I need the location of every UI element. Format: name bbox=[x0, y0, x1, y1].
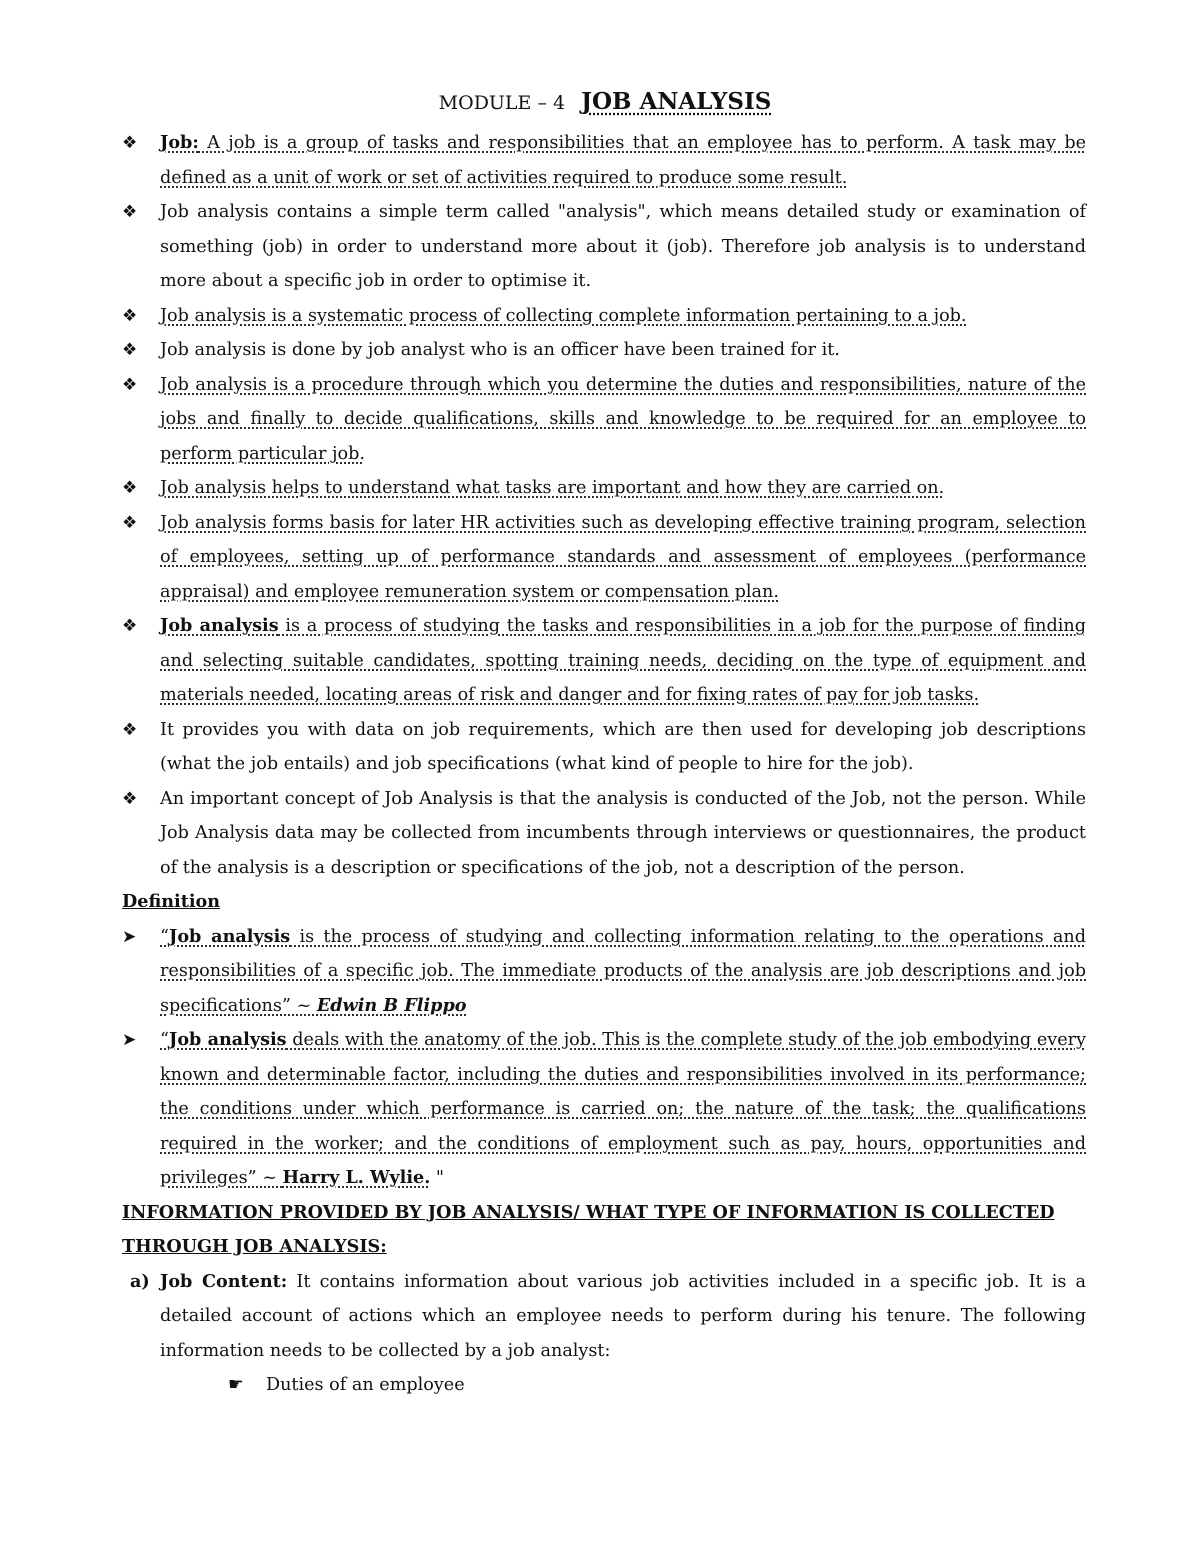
definition-author: Edwin B Flippo bbox=[316, 994, 467, 1016]
bullet-item bbox=[122, 471, 1086, 506]
bullet-text: Job analysis is done by job analyst who is an officer have been trained for it. bbox=[160, 340, 840, 360]
bullet-text: is a process of studying the tasks and responsibilities in a job for the purpose of finding and selecting suitable candidates, spotting training needs, deciding on the type of equipment and materials needed, locating areas of risk and danger and for fixing rates of pay for job tasks. bbox=[160, 616, 1086, 705]
bullet-text: Job analysis is a procedure through which you determine the duties and responsibilities, nature of the jobs and finally to decide qualifications, skills and knowledge to be required for an employee to perform particular job. bbox=[160, 374, 1086, 464]
bullet-text: An important concept of Job Analysis is that the analysis is conducted of the Job, not the person. While Job Analysis data may be collected from incumbents through interviews or questionnaires, the product of the analysis is a description or specifications of the job, not a description of the person. bbox=[160, 788, 1086, 878]
bullet-text: Job analysis forms basis for later HR activities such as developing effective training program, selection of employees, setting up of performance standards and assessment of employees (performance appraisal) and employee remuneration system or compensation plan. bbox=[160, 512, 1086, 602]
diamond-bullet-icon: ❖ bbox=[122, 719, 138, 740]
hand-pointer-icon: ☛ bbox=[228, 1375, 244, 1395]
bullet-text: Job analysis is a systematic process of collecting complete information pertaining to a job. bbox=[160, 305, 967, 326]
bullet-text: It provides you with data on job requirements, which are then used for developing job descriptions (what the job entails) and job specifications (what kind of people to hire for the job). bbox=[160, 719, 1086, 774]
diamond-bullet-icon: ❖ bbox=[122, 374, 138, 395]
sub-item-text: Duties of an employee bbox=[266, 1375, 465, 1395]
module-number: MODULE – 4 bbox=[438, 92, 566, 114]
diamond-bullet-icon: ❖ bbox=[122, 478, 138, 498]
definition-author: Harry L. Wylie. bbox=[282, 1167, 431, 1188]
definition-text: is the process of studying and collecting information relating to the operations and responsibilities of a specific job. The immediate products of the analysis are job descriptions and job specifications” ~ bbox=[160, 926, 1086, 1016]
definition-lead: Job analysis bbox=[169, 1029, 287, 1050]
arrowhead-bullet-icon: ➤ bbox=[122, 926, 137, 947]
bullet-lead: Job: bbox=[160, 132, 199, 153]
sub-list-item bbox=[122, 1368, 1086, 1403]
diamond-bullet-icon: ❖ bbox=[122, 616, 138, 636]
diamond-bullet-icon: ❖ bbox=[122, 305, 138, 326]
bullet-item bbox=[122, 299, 1086, 334]
definition-heading: Definition bbox=[122, 891, 221, 912]
definition-item bbox=[122, 920, 1086, 1024]
bullet-text: Job analysis helps to understand what tasks are important and how they are carried on. bbox=[160, 478, 945, 498]
bullet-item bbox=[122, 506, 1086, 610]
module-name: JOB ANALYSIS bbox=[581, 88, 772, 115]
list-marker: a) bbox=[130, 1270, 150, 1292]
bullet-text: A job is a group of tasks and responsibilities that an employee has to perform. A task may be defined as a unit of work or set of activities required to produce some result. bbox=[160, 133, 1086, 188]
diamond-bullet-icon: ❖ bbox=[122, 788, 138, 809]
open-quote: “ bbox=[160, 1030, 169, 1050]
page-title bbox=[0, 88, 1200, 115]
diamond-bullet-icon: ❖ bbox=[122, 340, 138, 360]
definition-item bbox=[122, 1023, 1086, 1196]
definition-lead: Job analysis bbox=[169, 925, 291, 947]
info-heading: INFORMATION PROVIDED BY JOB ANALYSIS/ WHAT TYPE OF INFORMATION IS COLLECTED THROUGH JOB ANALYSIS: bbox=[122, 1201, 1055, 1257]
bullet-item bbox=[122, 195, 1086, 299]
job-content-label: Job Content: bbox=[160, 1270, 288, 1292]
job-content-item bbox=[122, 1265, 1086, 1369]
job-content-text: It contains information about various job activities included in a specific job. It is a detailed account of actions which an employee needs to perform during his tenure. The following information needs to be collected by a job analyst: bbox=[160, 1271, 1087, 1361]
bullet-item bbox=[122, 782, 1086, 886]
bullet-text: Job analysis contains a simple term called "analysis", which means detailed study or examination of something (job) in order to understand more about it (job). Therefore job analysis is to understand more about a specific job in order to optimise it. bbox=[160, 202, 1086, 291]
diamond-bullet-icon: ❖ bbox=[122, 202, 138, 222]
bullet-item bbox=[122, 368, 1086, 472]
diamond-bullet-icon: ❖ bbox=[122, 133, 138, 153]
bullet-item bbox=[122, 333, 1086, 368]
definition-tail: " bbox=[430, 1168, 445, 1188]
diamond-bullet-icon: ❖ bbox=[122, 512, 138, 533]
bullet-item bbox=[122, 713, 1086, 782]
bullet-item bbox=[122, 609, 1086, 713]
bullet-lead: Job analysis bbox=[160, 615, 279, 636]
definition-text: deals with the anatomy of the job. This is the complete study of the job embodying every known and determinable factor, including the duties and responsibilities involved in its performance; the conditions under which performance is carried on; the nature of the task; the qualifications required in the worker; and the conditions of employment such as pay, hours, opportunities and privileges” ~ bbox=[160, 1030, 1087, 1188]
bullet-item bbox=[122, 126, 1086, 195]
open-quote: “ bbox=[160, 926, 169, 947]
document-body bbox=[122, 126, 1086, 1403]
arrowhead-bullet-icon: ➤ bbox=[122, 1030, 137, 1050]
